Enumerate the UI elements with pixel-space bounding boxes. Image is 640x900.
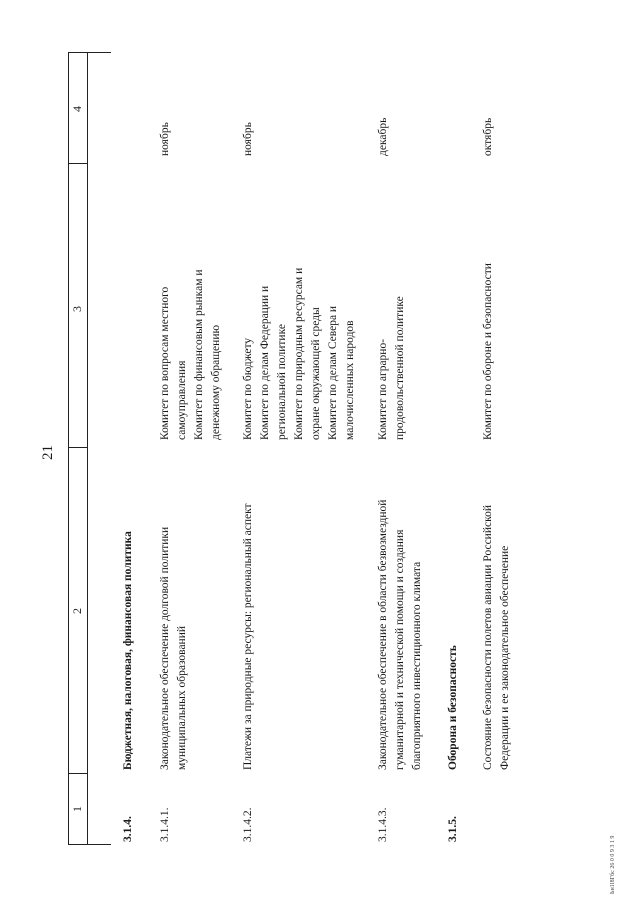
table-border-right-tail [87,52,111,53]
header-col-3: 3 [70,306,84,312]
description-line: Законодательное обеспечение в области безвозмездной [377,499,389,770]
row-committees [157,230,225,440]
table-divider-2 [68,447,87,448]
header-col-1: 1 [70,806,84,812]
table-divider-1 [68,773,87,774]
committee-line: Комитет по делам Севера и [327,305,339,440]
committee-line: продовольственной политике [394,296,406,440]
row-committees [480,230,497,440]
description-line: гуманитарной и технической помощи и создания [394,529,406,770]
row-committees [240,230,359,440]
row-committees [375,230,409,440]
page-number: 21 [40,445,56,460]
footer-stamp: Ьн1І8Гбс 26 0 0 9 3 1 9 [610,835,616,894]
row-number: 3.1.4.1. [159,807,171,842]
table-top-rule [68,53,69,845]
description-line: Законодательное обеспечение долговой политики [159,526,171,770]
committee-line: охране окружающей среды [310,307,322,440]
table-divider-3 [68,163,87,164]
table-header-rule [87,53,88,845]
committee-line: денежному обращению [210,324,222,440]
row-number: 3.1.4.2. [242,807,254,842]
row-month: ноябрь [159,122,171,156]
committee-line: Комитет по бюджету [242,337,254,440]
committee-line: Комитет по природным ресурсам и [293,267,305,440]
committee-line: региональной политике [276,324,288,440]
committee-line: Комитет по финансовым рынкам и [193,269,205,440]
committee-line: Комитет по делам Федерации и [259,285,271,440]
header-col-4: 4 [70,106,84,112]
table-border-left-tail [87,844,111,845]
section-title: Бюджетная, налоговая, финансовая политика [122,531,134,770]
row-number: 3.1.4.3. [377,807,389,842]
description-line: муниципальных образований [176,625,188,770]
table-border-left [68,844,87,845]
section-number: 3.1.5. [447,816,459,842]
description-line: благоприятного инвестиционного климата [411,561,423,770]
description-line: Федерации и ее законодательное обеспечение [499,545,511,770]
table-border-right [68,52,87,53]
committee-line: Комитет по вопросам местного [159,286,171,440]
committee-line: самоуправления [176,360,188,440]
row-month: октябрь [482,117,494,156]
row-month: ноябрь [242,122,254,156]
committee-line: Комитет по аграрно- [377,338,389,440]
section-title: Оборона и безопасность [447,645,459,770]
description-line: Платежи за природные ресурсы: региональный аспект [242,503,254,770]
section-number: 3.1.4. [122,816,134,842]
committee-line: малочисленных народов [344,320,356,440]
committee-line: Комитет по обороне и безопасности [482,263,494,440]
header-col-2: 2 [70,608,84,614]
description-line: Состояние безопасности полетов авиации Российской [482,504,494,770]
row-month: декабрь [377,117,389,156]
